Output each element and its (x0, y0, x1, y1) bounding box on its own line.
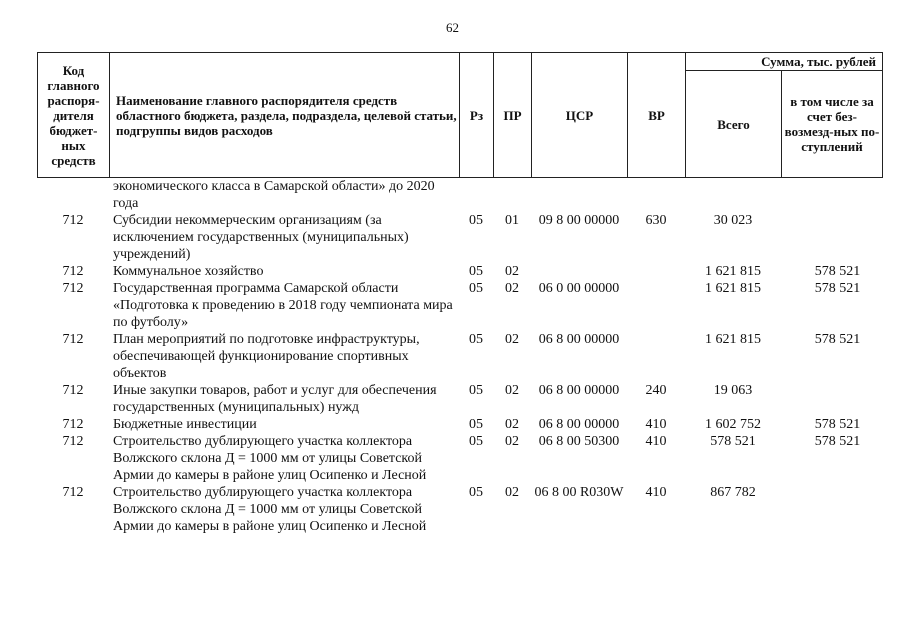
cell-pr: 02 (505, 332, 519, 347)
cell-pr: 02 (505, 485, 519, 500)
cell-rz: 05 (469, 485, 483, 500)
cell-rz: 05 (469, 434, 483, 449)
header-vr: ВР (628, 53, 686, 178)
table-row (37, 178, 882, 212)
cell-free (781, 484, 882, 535)
cell-name: Коммунальное хозяйство (113, 264, 264, 279)
cell-vr: 410 (645, 485, 667, 500)
cell-free: 578 521 (814, 264, 861, 279)
table-row (37, 212, 882, 263)
table-header (37, 52, 883, 178)
cell-free (781, 382, 882, 416)
cell-total: 1 602 752 (705, 417, 761, 432)
header-rz: Рз (460, 53, 494, 178)
cell-csr: 06 8 00 00000 (538, 383, 620, 398)
header-name: Наименование главного распорядителя средств областного бюджета, раздела, подраздела, целевой статьи, подгруппы видов расходов (110, 53, 460, 178)
cell-csr: 09 8 00 00000 (538, 213, 620, 228)
cell-free: 578 521 (814, 434, 861, 449)
cell-code: 712 (62, 213, 84, 228)
header-code: Код главного распоря-дителя бюджет-ных средств (38, 53, 110, 178)
cell-pr (493, 178, 531, 212)
cell-vr: 630 (645, 213, 667, 228)
cell-vr: 410 (645, 417, 667, 432)
cell-name: Строительство дублирующего участка коллектора Волжского склона Д = 1000 мм от улицы Советской Армии до камеры в районе улиц Осипенко и Лесной (113, 485, 427, 534)
cell-free (781, 212, 882, 263)
cell-code: 712 (62, 383, 84, 398)
cell-vr (627, 178, 685, 212)
cell-total: 30 023 (713, 213, 753, 228)
table-row (37, 382, 882, 416)
cell-name: План мероприятий по подготовке инфраструктуры, обеспечивающей функционирование спортивных объектов (113, 332, 420, 381)
cell-pr: 02 (505, 264, 519, 279)
header-free: в том числе за счет без-возмезд-ных по-ступлений (782, 71, 883, 178)
cell-code: 712 (62, 281, 84, 296)
cell-free: 578 521 (814, 417, 861, 432)
cell-total: 1 621 815 (705, 332, 761, 347)
cell-code: 712 (62, 264, 84, 279)
cell-csr: 06 8 00 00000 (538, 332, 620, 347)
header-total: Всего (686, 71, 782, 178)
cell-rz: 05 (469, 281, 483, 296)
cell-csr: 06 8 00 00000 (538, 417, 620, 432)
cell-vr (627, 331, 685, 382)
cell-rz: 05 (469, 383, 483, 398)
cell-csr (531, 178, 627, 212)
cell-name: Строительство дублирующего участка коллектора Волжского склона Д = 1000 мм от улицы Советской Армии до камеры в районе улиц Осипенко и Лесной (113, 434, 427, 483)
page-number: 62 (446, 20, 459, 35)
cell-csr: 06 8 00 50300 (538, 434, 620, 449)
cell-name: Иные закупки товаров, работ и услуг для обеспечения государственных (муниципальных) нужд (113, 383, 437, 415)
cell-vr (627, 263, 685, 280)
cell-pr: 02 (505, 434, 519, 449)
table-row (37, 433, 882, 484)
table-row (37, 484, 882, 535)
cell-name: Государственная программа Самарской области «Подготовка к проведению в 2018 году чемпионата мира по футболу» (113, 281, 453, 330)
cell-name: Бюджетные инвестиции (113, 417, 257, 432)
table-row (37, 263, 882, 280)
table-row (37, 280, 882, 331)
cell-vr: 410 (645, 434, 667, 449)
cell-code: 712 (62, 417, 84, 432)
cell-rz: 05 (469, 332, 483, 347)
cell-rz: 05 (469, 213, 483, 228)
cell-rz: 05 (469, 264, 483, 279)
header-csr: ЦСР (532, 53, 628, 178)
cell-code: 712 (62, 434, 84, 449)
cell-pr: 02 (505, 383, 519, 398)
cell-total: 19 063 (713, 383, 753, 398)
cell-code: 712 (62, 485, 84, 500)
cell-total: 1 621 815 (705, 281, 761, 296)
table-row (37, 416, 882, 433)
cell-rz (459, 178, 493, 212)
cell-total: 578 521 (710, 434, 756, 449)
cell-csr: 06 0 00 00000 (538, 281, 620, 296)
cell-total (685, 178, 781, 212)
cell-total: 1 621 815 (705, 264, 761, 279)
cell-code (37, 178, 109, 212)
cell-csr (531, 263, 627, 280)
cell-free: 578 521 (814, 281, 861, 296)
cell-pr: 01 (505, 213, 519, 228)
cell-name: Субсидии некоммерческим организациям (за исключением государственных (муниципальных) учреждений) (113, 213, 409, 262)
cell-name: экономического класса в Самарской области» до 2020 года (113, 179, 435, 211)
table-row (37, 331, 882, 382)
cell-total: 867 782 (710, 485, 756, 500)
cell-csr: 06 8 00 R030W (534, 485, 624, 500)
cell-pr: 02 (505, 281, 519, 296)
header-pr: ПР (494, 53, 532, 178)
cell-rz: 05 (469, 417, 483, 432)
cell-pr: 02 (505, 417, 519, 432)
cell-free: 578 521 (814, 332, 861, 347)
cell-code: 712 (62, 332, 84, 347)
header-sum: Сумма, тыс. рублей (686, 53, 883, 71)
cell-free (781, 178, 882, 212)
table-body (37, 178, 882, 535)
cell-vr (627, 280, 685, 331)
cell-vr: 240 (645, 383, 667, 398)
